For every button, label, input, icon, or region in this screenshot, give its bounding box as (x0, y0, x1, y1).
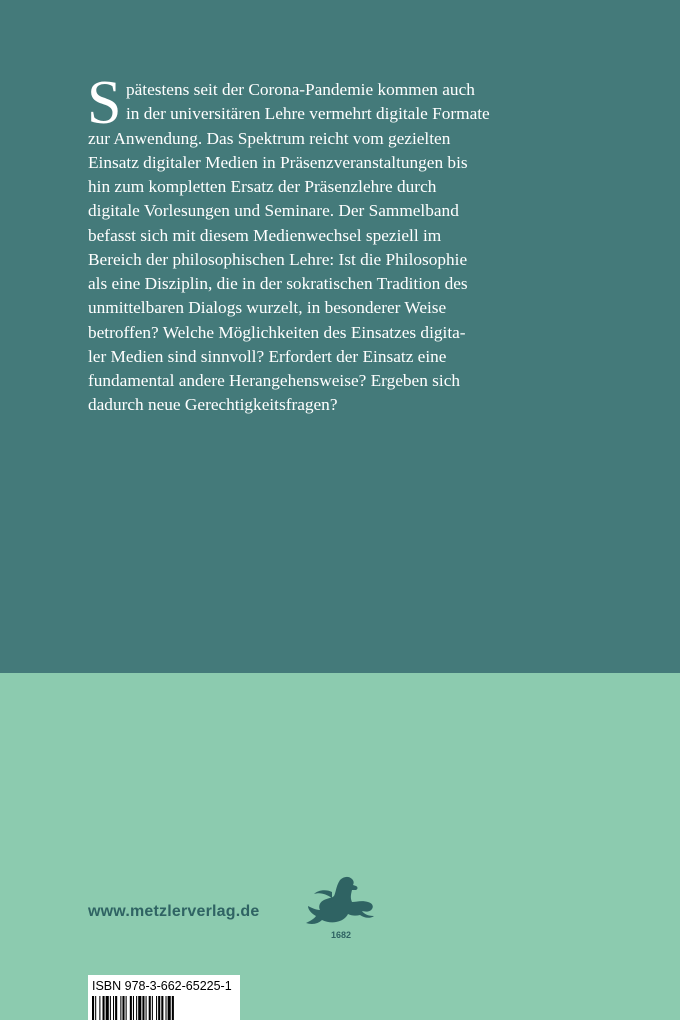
blurb-line: digitale Vorlesungen und Seminare. Der Sammelband (88, 201, 459, 221)
barcode-bar (92, 996, 94, 1020)
blurb-line: fundamental andere Herangehensweise? Ergeben sich (88, 371, 461, 390)
blurb-line: unmittelbaren Dialogs wurzelt, in besonderer Weise (88, 298, 447, 318)
barcode-bar (99, 996, 100, 1020)
barcode-bar (166, 996, 167, 1020)
blurb-line: pätestens seit der Corona-Pandemie kommen auch (126, 80, 475, 99)
blurb-line: befasst sich mit diesem Medienwechsel speziell im (88, 225, 442, 245)
barcode-bar (110, 996, 111, 1020)
drop-cap: S (87, 69, 122, 137)
barcode-bar (122, 996, 124, 1020)
blurb-line: als eine Disziplin, die in der sokratischen Tradition des (88, 274, 468, 293)
logo-year: 1682 (330, 930, 352, 940)
blurb-line: Bereich der philosophischen Lehre: Ist die Philosophie (88, 249, 468, 269)
barcode-bar (130, 996, 132, 1020)
barcode-bar (113, 996, 114, 1020)
isbn-text: ISBN 978-3-662-65225-1 (92, 979, 232, 993)
barcode (92, 996, 236, 1020)
barcode-bar (142, 996, 144, 1020)
barcode-bar (138, 996, 141, 1020)
publisher-website[interactable]: www.metzlerverlag.de (88, 903, 260, 920)
blurb-line: ler Medien sind sinnvoll? Erfordert der Einsatz eine (88, 346, 447, 366)
barcode-bar (161, 996, 163, 1020)
barcode-bar (136, 996, 137, 1020)
blurb-line: betroffen? Welche Möglichkeiten des Einsatzes digita- (88, 322, 466, 342)
horse-icon (296, 872, 386, 944)
barcode-bar (149, 996, 151, 1020)
barcode-bar (126, 996, 127, 1020)
blurb-line: in der universitären Lehre vermehrt digitale Formate (126, 104, 490, 124)
blurb-line: Einsatz digitaler Medien in Präsenzveranstaltungen bis (88, 152, 468, 172)
barcode-bar (158, 996, 160, 1020)
blurb-line: hin zum kompletten Ersatz der Präsenzlehre durch (88, 177, 437, 196)
barcode-bar (172, 996, 174, 1020)
blurb-line: dadurch neue Gerechtigkeitsfragen? (88, 395, 338, 415)
barcode-bar (106, 996, 109, 1020)
barcode-bar (120, 996, 121, 1020)
barcode-bar (115, 996, 117, 1020)
barcode-bar (146, 996, 147, 1020)
barcode-bar (95, 996, 96, 1020)
barcode-bar (103, 996, 105, 1020)
barcode-bar (168, 996, 171, 1020)
barcode-bar (156, 996, 157, 1020)
lower-panel (0, 673, 680, 1020)
blurb-line: zur Anwendung. Das Spektrum reicht vom gezielten (88, 128, 451, 148)
barcode-bar (152, 996, 153, 1020)
barcode-bar (133, 996, 134, 1020)
blurb-text (88, 78, 568, 418)
